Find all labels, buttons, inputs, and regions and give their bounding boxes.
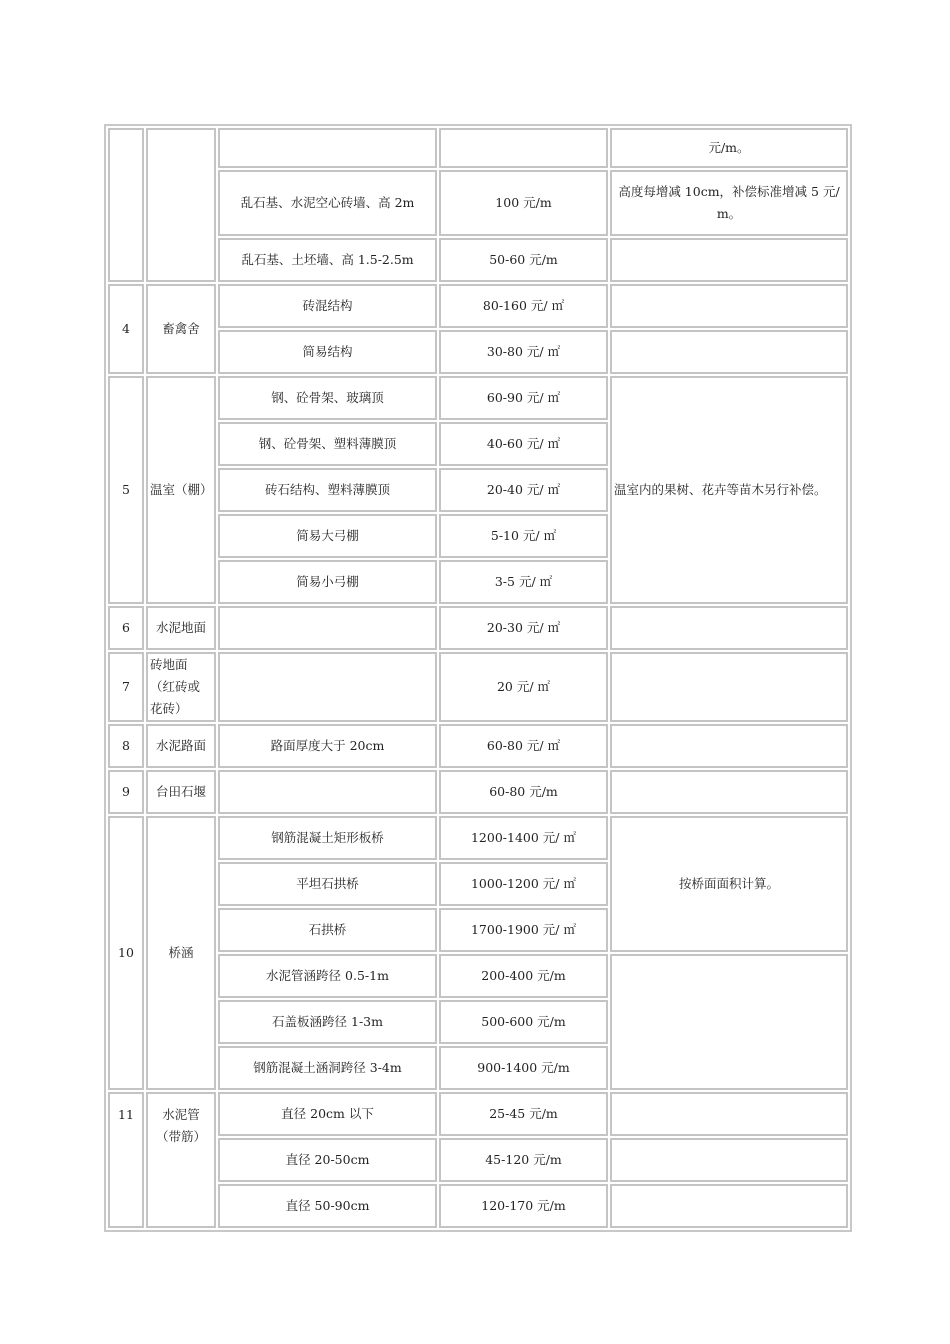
price-cell: 200-400 元/m	[439, 954, 608, 998]
spec-cell: 直径 20-50cm	[218, 1138, 437, 1182]
note-cell	[610, 606, 848, 650]
table-row	[108, 238, 848, 282]
table-row	[108, 1184, 848, 1228]
spec-cell: 乱石基、水泥空心砖墙、高 2m	[218, 170, 437, 236]
price-cell: 1000-1200 元/ ㎡	[439, 862, 608, 906]
price-cell: 20-30 元/ ㎡	[439, 606, 608, 650]
table-row	[108, 284, 848, 328]
price-cell: 40-60 元/ ㎡	[439, 422, 608, 466]
table-row	[108, 724, 848, 768]
table-row	[108, 1138, 848, 1182]
table-row	[108, 606, 848, 650]
table-row	[108, 376, 848, 420]
price-cell: 3-5 元/ ㎡	[439, 560, 608, 604]
note-cell	[610, 1138, 848, 1182]
spec-cell	[218, 606, 437, 650]
item-name-cell	[146, 128, 216, 282]
spec-cell: 直径 50-90cm	[218, 1184, 437, 1228]
price-cell: 100 元/m	[439, 170, 608, 236]
price-cell: 60-90 元/ ㎡	[439, 376, 608, 420]
note-cell	[610, 284, 848, 328]
price-cell: 50-60 元/m	[439, 238, 608, 282]
row-number-cell: 5	[108, 376, 144, 604]
item-name-cell: 砖地面（红砖或花砖）	[146, 652, 216, 722]
price-cell: 1200-1400 元/ ㎡	[439, 816, 608, 860]
price-cell: 60-80 元/m	[439, 770, 608, 814]
price-cell: 20 元/ ㎡	[439, 652, 608, 722]
spec-cell: 简易小弓棚	[218, 560, 437, 604]
item-name-cell: 台田石堰	[146, 770, 216, 814]
note-cell	[610, 330, 848, 374]
price-cell: 80-160 元/ ㎡	[439, 284, 608, 328]
price-cell: 1700-1900 元/ ㎡	[439, 908, 608, 952]
spec-cell: 石盖板涵跨径 1-3m	[218, 1000, 437, 1044]
compensation-table	[104, 124, 852, 1232]
row-number-cell: 10	[108, 816, 144, 1090]
item-name-cell: 水泥管（带筋）	[146, 1092, 216, 1228]
price-cell: 500-600 元/m	[439, 1000, 608, 1044]
spec-cell: 简易结构	[218, 330, 437, 374]
spec-cell: 石拱桥	[218, 908, 437, 952]
table-row	[108, 954, 848, 998]
price-cell: 900-1400 元/m	[439, 1046, 608, 1090]
spec-cell: 路面厚度大于 20cm	[218, 724, 437, 768]
note-cell	[610, 1092, 848, 1136]
price-cell	[439, 128, 608, 168]
spec-cell	[218, 128, 437, 168]
table-row	[108, 128, 848, 168]
item-name-cell: 水泥路面	[146, 724, 216, 768]
spec-cell	[218, 652, 437, 722]
spec-cell	[218, 770, 437, 814]
spec-cell: 钢筋混凝土矩形板桥	[218, 816, 437, 860]
table-row	[108, 770, 848, 814]
note-cell: 温室内的果树、花卉等苗木另行补偿。	[610, 376, 848, 604]
note-cell	[610, 1184, 848, 1228]
row-number-cell: 8	[108, 724, 144, 768]
row-number-cell: 9	[108, 770, 144, 814]
table-row	[108, 652, 848, 722]
price-cell: 120-170 元/m	[439, 1184, 608, 1228]
table-row	[108, 330, 848, 374]
item-name-cell: 畜禽舍	[146, 284, 216, 374]
row-number-cell	[108, 128, 144, 282]
note-cell	[610, 724, 848, 768]
item-name-cell: 水泥地面	[146, 606, 216, 650]
spec-cell: 平坦石拱桥	[218, 862, 437, 906]
row-number-cell: 6	[108, 606, 144, 650]
item-name-cell: 桥涵	[146, 816, 216, 1090]
spec-cell: 钢、砼骨架、玻璃顶	[218, 376, 437, 420]
item-name-cell: 温室（棚）	[146, 376, 216, 604]
note-cell	[610, 238, 848, 282]
spec-cell: 钢筋混凝土涵洞跨径 3-4m	[218, 1046, 437, 1090]
table-row	[108, 170, 848, 236]
note-cell	[610, 652, 848, 722]
spec-cell: 直径 20cm 以下	[218, 1092, 437, 1136]
note-cell	[610, 770, 848, 814]
price-cell: 60-80 元/ ㎡	[439, 724, 608, 768]
note-cell: 高度每增减 10cm，补偿标准增减 5 元/m。	[610, 170, 848, 236]
price-cell: 45-120 元/m	[439, 1138, 608, 1182]
note-cell: 按桥面面积计算。	[610, 816, 848, 952]
spec-cell: 乱石基、土坯墙、高 1.5-2.5m	[218, 238, 437, 282]
note-cell: 元/m。	[610, 128, 848, 168]
row-number-cell: 11	[108, 1092, 144, 1228]
row-number-cell: 4	[108, 284, 144, 374]
price-cell: 5-10 元/ ㎡	[439, 514, 608, 558]
table-row	[108, 816, 848, 860]
spec-cell: 简易大弓棚	[218, 514, 437, 558]
spec-cell: 砖混结构	[218, 284, 437, 328]
spec-cell: 砖石结构、塑料薄膜顶	[218, 468, 437, 512]
price-cell: 30-80 元/ ㎡	[439, 330, 608, 374]
row-number-cell: 7	[108, 652, 144, 722]
spec-cell: 钢、砼骨架、塑料薄膜顶	[218, 422, 437, 466]
spec-cell: 水泥管涵跨径 0.5-1m	[218, 954, 437, 998]
price-cell: 25-45 元/m	[439, 1092, 608, 1136]
price-cell: 20-40 元/ ㎡	[439, 468, 608, 512]
table-row	[108, 1092, 848, 1136]
note-cell	[610, 954, 848, 1090]
